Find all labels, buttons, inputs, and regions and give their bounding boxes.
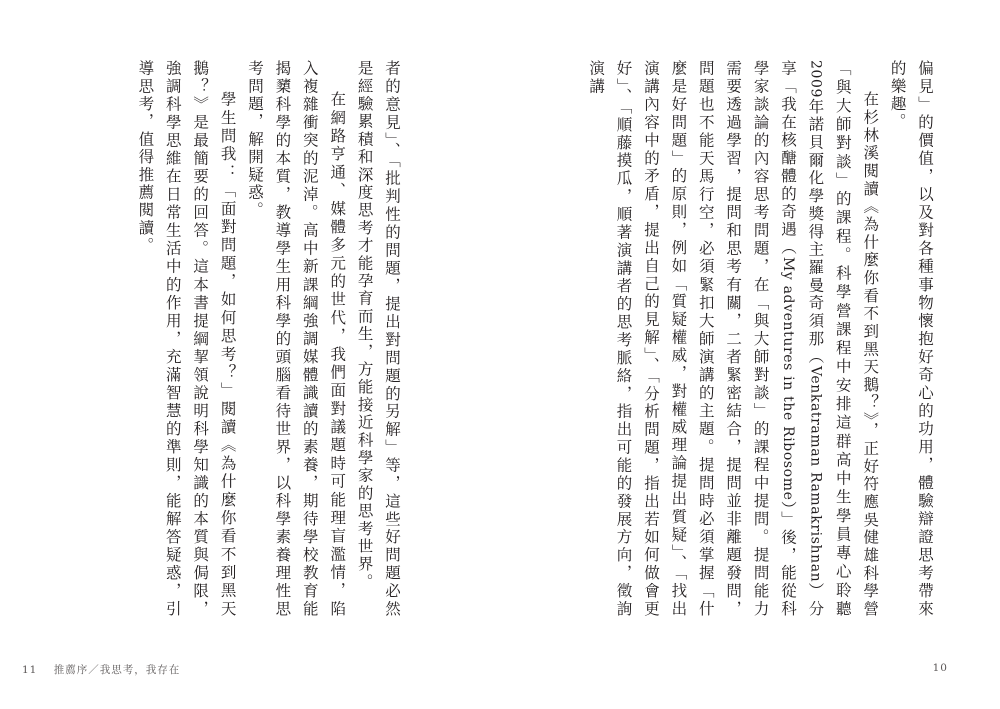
- text-run: ）分享「我在核醣體的奇遇（: [778, 60, 825, 618]
- right-page-body-text: [578, 60, 938, 618]
- body-paragraph: [582, 60, 883, 618]
- text-run: ）」後，能從科學家談論的內容思考問題，在「與大師對談」的課程中提問。提問能力需要透過學習，提問和思考有關，二者緊密結合，提問並非離題發問，問題也不能天馬行空，必須緊扣大師演講的主題。提問時必須掌握「什麼是好問題」的原則，例如「質疑權威，對權威理論提出質疑」、「找出演講內容中的矛盾，提出自己的見解」、「分析問題，指出若如何做會更好」、「順藤摸瓜，順著演講者的思考脈絡，指出可能的發展方向，徵詢演講: [587, 60, 797, 619]
- right-page-number: 10: [932, 662, 948, 674]
- right-page: [500, 0, 1000, 709]
- body-paragraph: [241, 60, 351, 618]
- text-run: 在杉林溪閱讀《為什麼你看不到黑天鵝？》，正好符應吳健雄科學營「與大師對談」的課程。科學營課程中安排這群高中生學員專心聆聽: [833, 60, 880, 618]
- left-page-number: 11: [22, 664, 38, 676]
- running-title: 推薦序／我思考，我存在: [53, 664, 181, 676]
- left-page-footer: [22, 662, 180, 677]
- body-paragraph: [131, 60, 241, 618]
- text-run: 在網路亨通、媒體多元的世代，我們面對議題時可能理盲濫情，陷入複雜衝突的泥淖。高中新課綱強調媒體識讀的素養，期待學校教育能揭櫫科學的本質，教導學生用科學的頭腦看待世界，以科學素養理性思考問題，解開疑惑。: [245, 60, 347, 618]
- latin-text-run: 2009: [807, 60, 824, 99]
- left-page-body-text: [136, 60, 405, 618]
- text-run: 偏見」的價值，以及對各種事物懷抱好奇心的功用，體驗辯證思考帶來的樂趣。: [888, 60, 934, 618]
- text-run: 學生問我：「面對問題，如何思考？」閱讀《為什麼你看不到黑天鵝？》是最簡要的回答。這本書提綱挈領說明科學知識的本質與侷限，強調科學思維在日常生活中的作用，充滿智慧的準則，能解答疑惑，引導思考，值得推薦閱讀。: [136, 60, 237, 618]
- body-paragraph: [883, 60, 938, 618]
- body-paragraph: [350, 60, 405, 618]
- latin-text-run: Venkatraman Ramakrishnan: [807, 365, 824, 583]
- text-run: 者的意見」、「批判性的問題，提出對問題的另解」等，這些好問題必然是經驗累積和深度思考才能孕育而生，方能接近科學家的思考世界。: [355, 60, 401, 618]
- latin-text-run: My adventures in the Ribosome: [779, 256, 796, 501]
- text-run: 年諾貝爾化學獎得主羅曼奇須那（: [806, 98, 825, 366]
